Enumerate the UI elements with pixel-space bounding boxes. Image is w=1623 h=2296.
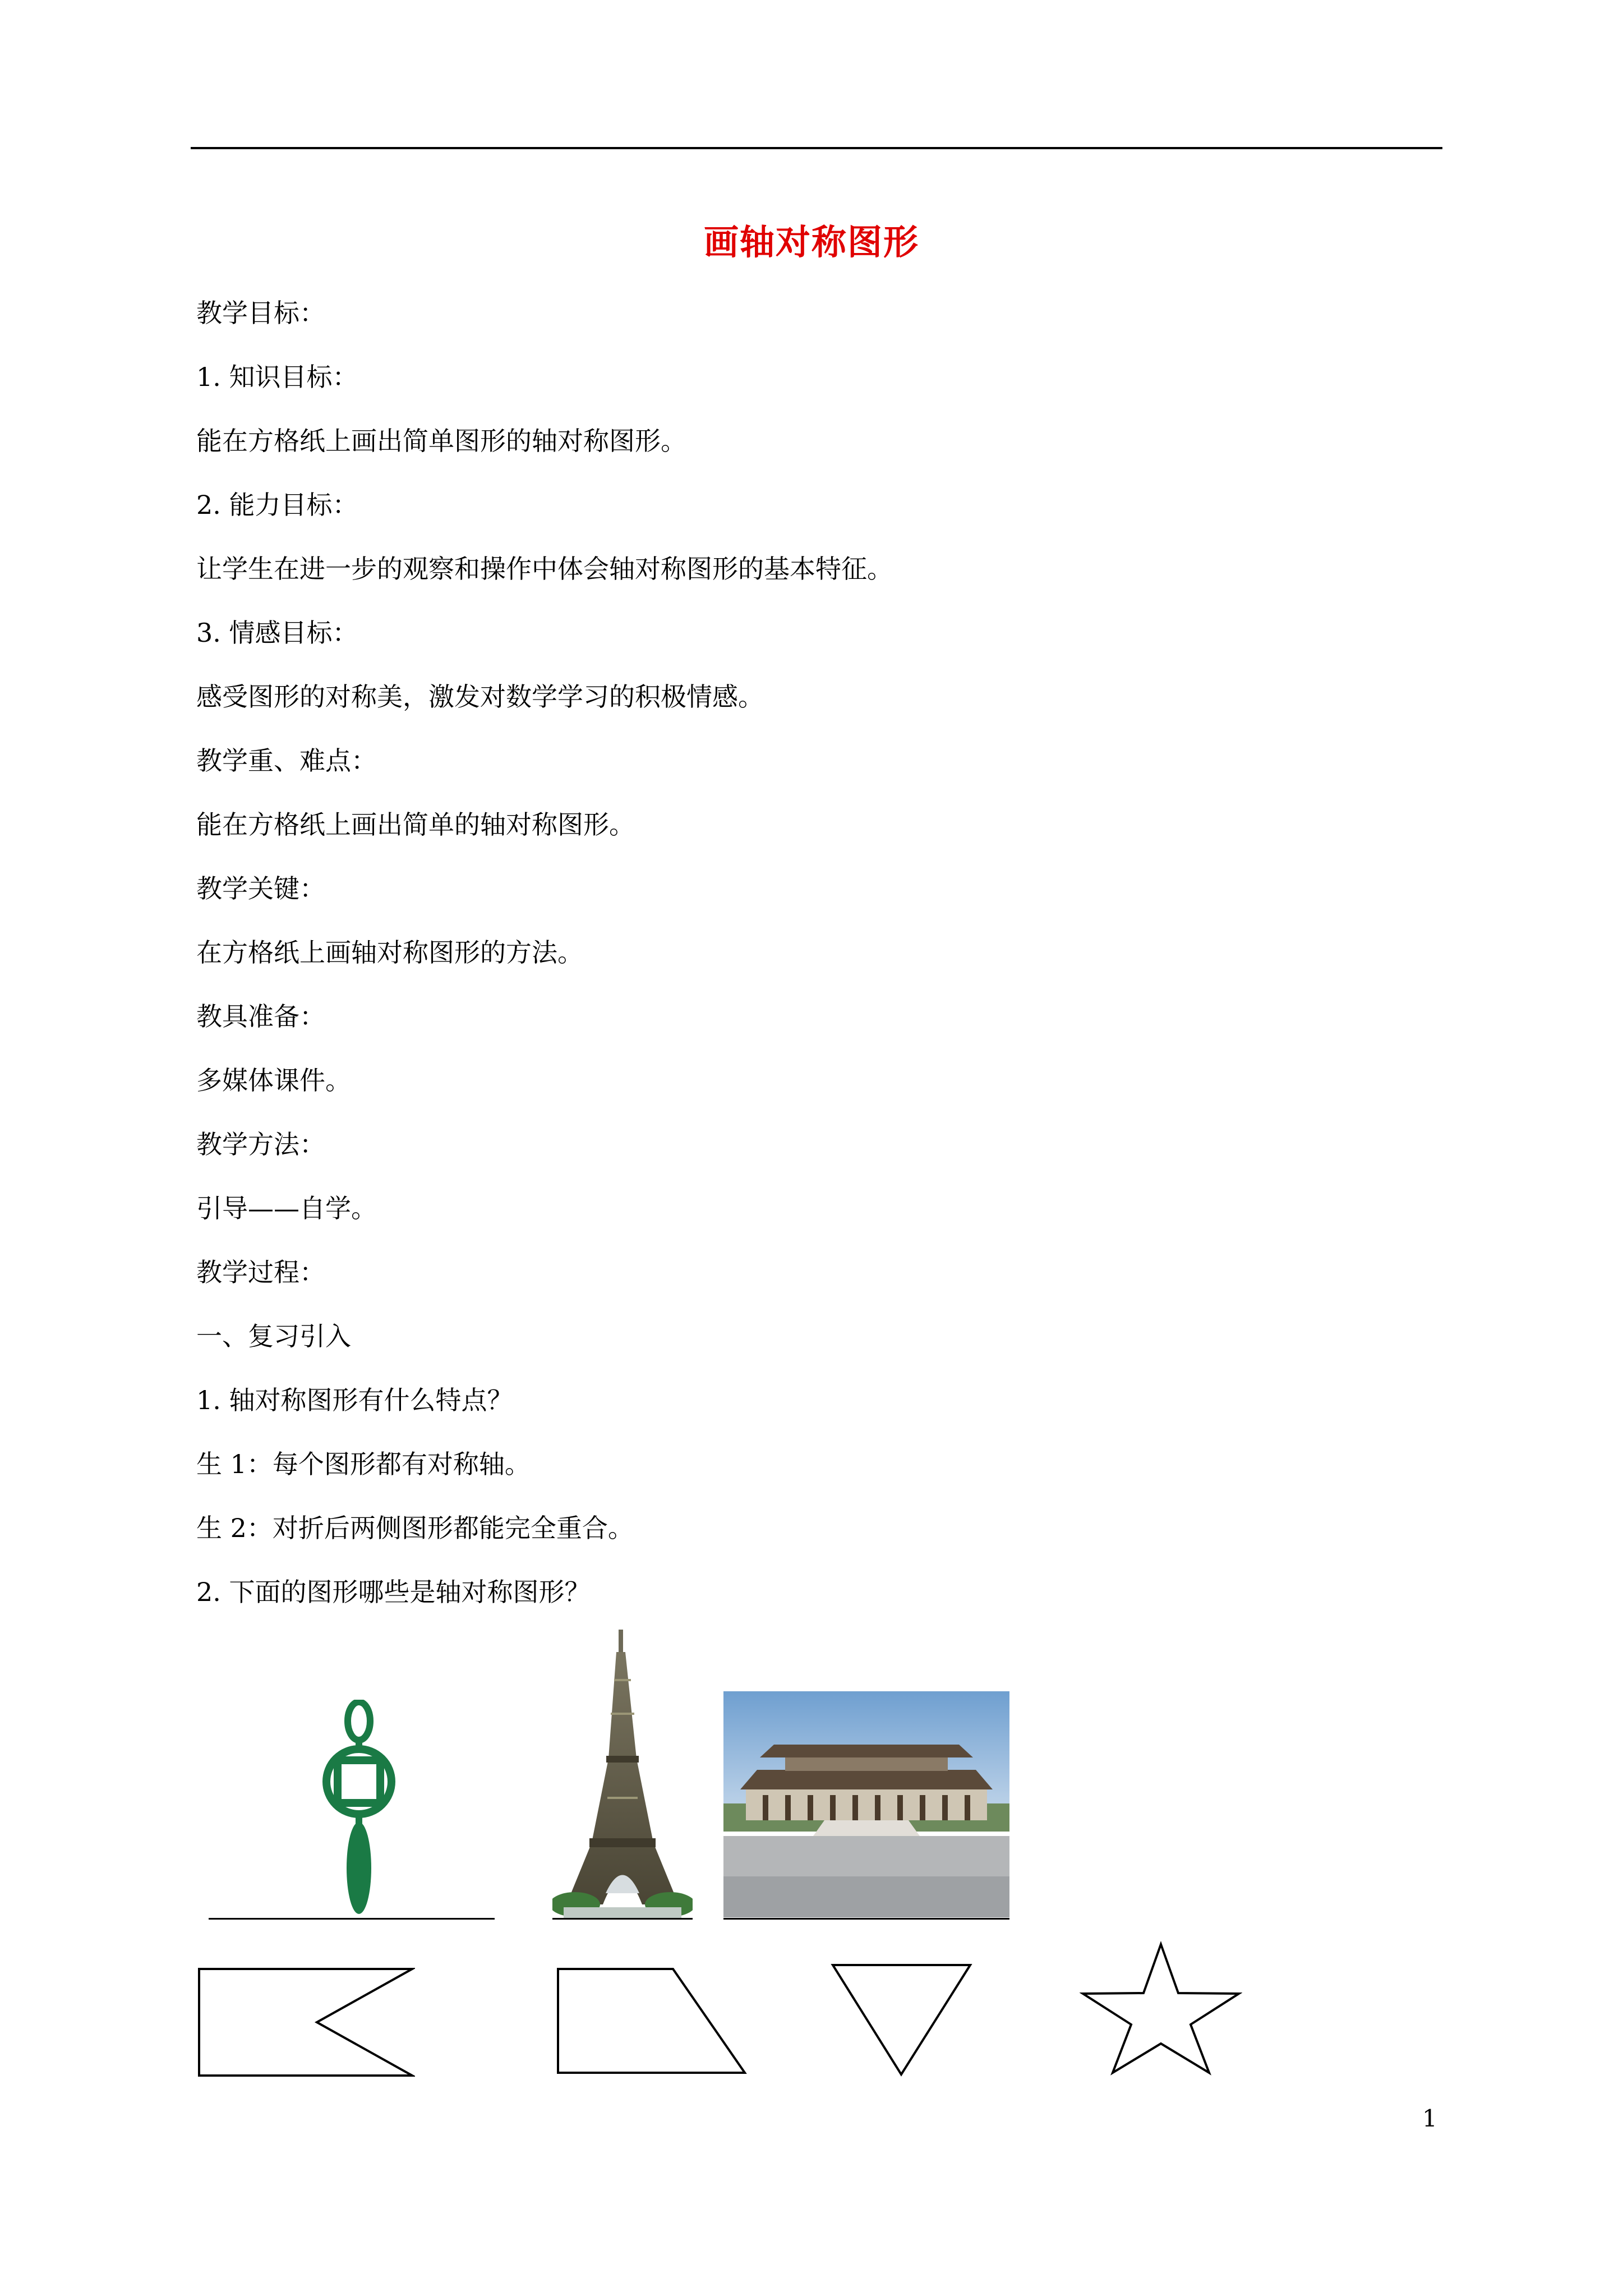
text-line: 让学生在进一步的观察和操作中体会轴对称图形的基本特征。 — [196, 554, 893, 584]
chinese-knot-pendant — [303, 1700, 415, 1921]
text-line: 能在方格纸上画出简单的轴对称图形。 — [196, 809, 635, 840]
page-number: 1 — [1422, 2105, 1437, 2132]
text-line: 教学方法： — [196, 1129, 325, 1159]
star-shape — [1080, 1941, 1242, 2076]
text-line: 2. 下面的图形哪些是轴对称图形？ — [196, 1577, 591, 1607]
text-line: 教学关键： — [196, 873, 325, 904]
text-line: 在方格纸上画轴对称图形的方法。 — [196, 937, 583, 968]
text-line: 教学过程： — [196, 1257, 325, 1287]
text-line: 3. 情感目标： — [196, 618, 358, 648]
text-line: 教具准备： — [196, 1001, 325, 1032]
inverted-triangle-shape — [830, 1962, 973, 2077]
eiffel-tower-photo — [552, 1630, 693, 1918]
text-line: 教学目标： — [196, 298, 325, 328]
palace-building-photo — [723, 1691, 1009, 1917]
text-line: 生 1：每个图形都有对称轴。 — [196, 1449, 531, 1479]
text-line: 感受图形的对称美，激发对数学学习的积极情感。 — [196, 682, 764, 712]
text-line: 多媒体课件。 — [196, 1065, 351, 1096]
text-line: 2. 能力目标： — [196, 490, 358, 520]
text-line: 1. 轴对称图形有什么特点？ — [196, 1385, 513, 1415]
flag-shape — [196, 1966, 415, 2078]
text-line: 引导——自学。 — [196, 1193, 377, 1223]
header-rule — [191, 147, 1442, 149]
text-line: 能在方格纸上画出简单图形的轴对称图形。 — [196, 426, 686, 456]
figure-baseline — [552, 1918, 693, 1920]
text-line: 一、复习引入 — [196, 1321, 351, 1351]
text-line: 生 2：对折后两侧图形都能完全重合。 — [196, 1513, 634, 1543]
figure-baseline — [723, 1918, 1009, 1920]
figure-baseline — [209, 1918, 495, 1920]
text-line: 1. 知识目标： — [196, 362, 358, 392]
text-line: 教学重、难点： — [196, 746, 377, 776]
page-title: 画轴对称图形 — [703, 222, 919, 263]
trapezoid-shape — [555, 1966, 749, 2076]
